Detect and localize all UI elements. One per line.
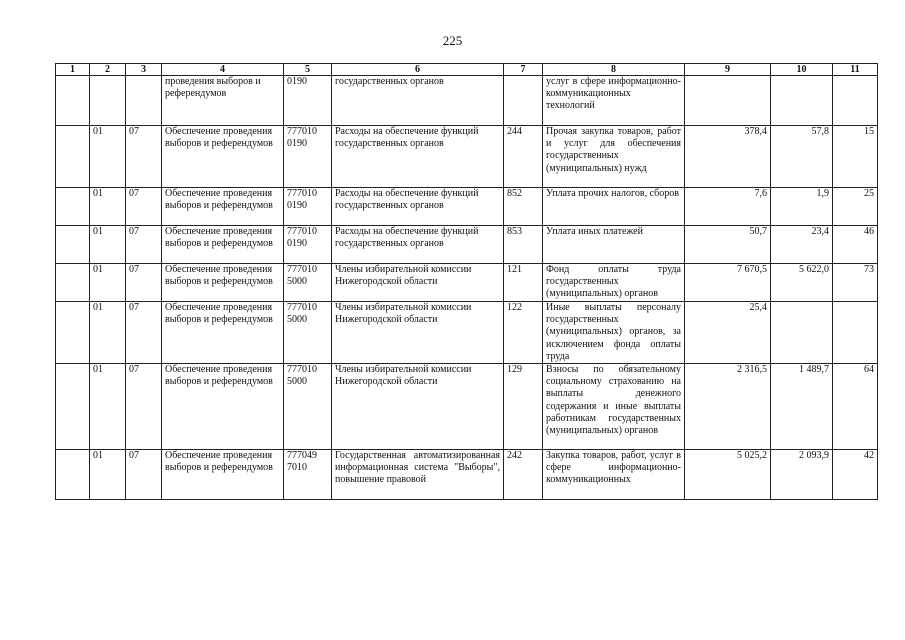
cell-amount: 7,6 <box>685 188 771 226</box>
cell-col1 <box>56 76 90 126</box>
cell-expense-code: 852 <box>504 188 543 226</box>
cell-target-code: 777010 0190 <box>284 188 332 226</box>
cell-description: Обеспечение проведения выборов и референдумов <box>162 264 284 302</box>
cell-section: 01 <box>90 302 126 364</box>
table-row <box>56 364 878 450</box>
cell-expense-code: 244 <box>504 126 543 188</box>
cell-expense-name: услуг в сфере информационно-коммуникационных технологий <box>543 76 685 126</box>
cell-target-code: 777010 5000 <box>284 302 332 364</box>
cell-executed <box>771 302 833 364</box>
cell-description: Обеспечение проведения выборов и референдумов <box>162 226 284 264</box>
cell-executed: 1,9 <box>771 188 833 226</box>
cell-target-code: 777010 5000 <box>284 264 332 302</box>
cell-target-name: государственных органов <box>332 76 504 126</box>
cell-executed: 2 093,9 <box>771 450 833 500</box>
cell-percent: 64 <box>833 364 878 450</box>
cell-executed: 23,4 <box>771 226 833 264</box>
cell-percent: 15 <box>833 126 878 188</box>
cell-expense-name: Прочая закупка товаров, работ и услуг для обеспечения государственных (муниципальных) нужд <box>543 126 685 188</box>
cell-expense-name: Уплата иных платежей <box>543 226 685 264</box>
cell-executed: 5 622,0 <box>771 264 833 302</box>
cell-amount: 378,4 <box>685 126 771 188</box>
header-cell: 10 <box>771 64 833 76</box>
cell-description: проведения выборов и референдумов <box>162 76 284 126</box>
cell-description: Обеспечение проведения выборов и референдумов <box>162 302 284 364</box>
cell-target-name: Расходы на обеспечение функций государственных органов <box>332 226 504 264</box>
cell-target-name: Члены избирательной комиссии Нижегородской области <box>332 302 504 364</box>
table-row <box>56 76 878 126</box>
cell-section: 01 <box>90 450 126 500</box>
cell-col1 <box>56 226 90 264</box>
cell-target-name: Государственная автоматизированная информационная система "Выборы", повышение правовой <box>332 450 504 500</box>
table-row <box>56 450 878 500</box>
cell-executed: 57,8 <box>771 126 833 188</box>
cell-target-code: 777010 0190 <box>284 126 332 188</box>
cell-col1 <box>56 188 90 226</box>
cell-section: 01 <box>90 226 126 264</box>
cell-description: Обеспечение проведения выборов и референдумов <box>162 126 284 188</box>
cell-percent <box>833 302 878 364</box>
cell-expense-code: 242 <box>504 450 543 500</box>
header-cell: 11 <box>833 64 878 76</box>
cell-expense-code: 121 <box>504 264 543 302</box>
cell-section: 01 <box>90 126 126 188</box>
cell-amount: 25,4 <box>685 302 771 364</box>
cell-expense-code: 122 <box>504 302 543 364</box>
cell-subsection: 07 <box>126 450 162 500</box>
cell-description: Обеспечение проведения выборов и референдумов <box>162 364 284 450</box>
header-cell: 1 <box>56 64 90 76</box>
cell-section: 01 <box>90 188 126 226</box>
header-cell: 9 <box>685 64 771 76</box>
cell-amount: 50,7 <box>685 226 771 264</box>
table-row <box>56 264 878 302</box>
cell-target-name: Члены избирательной комиссии Нижегородской области <box>332 264 504 302</box>
cell-section: 01 <box>90 264 126 302</box>
cell-expense-name: Взносы по обязательному социальному страхованию на выплаты денежного содержания и иные выплаты работникам государственных (муниципальных) органов <box>543 364 685 450</box>
cell-description: Обеспечение проведения выборов и референдумов <box>162 450 284 500</box>
cell-amount: 2 316,5 <box>685 364 771 450</box>
cell-subsection: 07 <box>126 264 162 302</box>
cell-expense-name: Уплата прочих налогов, сборов <box>543 188 685 226</box>
cell-section: 01 <box>90 364 126 450</box>
cell-target-code: 777010 0190 <box>284 226 332 264</box>
table-row <box>56 188 878 226</box>
cell-percent: 46 <box>833 226 878 264</box>
header-cell: 4 <box>162 64 284 76</box>
cell-expense-name: Фонд оплаты труда государственных (муниципальных) органов <box>543 264 685 302</box>
cell-col1 <box>56 126 90 188</box>
cell-percent: 73 <box>833 264 878 302</box>
cell-subsection: 07 <box>126 226 162 264</box>
cell-subsection: 07 <box>126 302 162 364</box>
cell-amount: 5 025,2 <box>685 450 771 500</box>
cell-subsection <box>126 76 162 126</box>
cell-target-code: 0190 <box>284 76 332 126</box>
header-cell: 5 <box>284 64 332 76</box>
cell-expense-code: 129 <box>504 364 543 450</box>
cell-col1 <box>56 302 90 364</box>
header-cell: 3 <box>126 64 162 76</box>
cell-section <box>90 76 126 126</box>
cell-executed: 1 489,7 <box>771 364 833 450</box>
cell-col1 <box>56 264 90 302</box>
cell-subsection: 07 <box>126 188 162 226</box>
cell-subsection: 07 <box>126 126 162 188</box>
cell-col1 <box>56 364 90 450</box>
cell-percent <box>833 76 878 126</box>
header-cell: 2 <box>90 64 126 76</box>
header-cell: 8 <box>543 64 685 76</box>
cell-expense-name: Закупка товаров, работ, услуг в сфере информационно-коммуникационных <box>543 450 685 500</box>
table-row <box>56 226 878 264</box>
table-row <box>56 126 878 188</box>
cell-amount <box>685 76 771 126</box>
cell-target-name: Расходы на обеспечение функций государственных органов <box>332 126 504 188</box>
cell-percent: 25 <box>833 188 878 226</box>
header-cell: 6 <box>332 64 504 76</box>
table-row <box>56 302 878 364</box>
header-cell: 7 <box>504 64 543 76</box>
cell-target-code: 777010 5000 <box>284 364 332 450</box>
cell-amount: 7 670,5 <box>685 264 771 302</box>
cell-target-code: 777049 7010 <box>284 450 332 500</box>
cell-target-name: Члены избирательной комиссии Нижегородской области <box>332 364 504 450</box>
cell-target-name: Расходы на обеспечение функций государственных органов <box>332 188 504 226</box>
cell-subsection: 07 <box>126 364 162 450</box>
page-number: 225 <box>442 33 463 48</box>
header-row <box>56 64 878 76</box>
budget-table <box>55 63 878 500</box>
cell-description: Обеспечение проведения выборов и референдумов <box>162 188 284 226</box>
cell-expense-code <box>504 76 543 126</box>
cell-col1 <box>56 450 90 500</box>
cell-executed <box>771 76 833 126</box>
cell-expense-code: 853 <box>504 226 543 264</box>
cell-percent: 42 <box>833 450 878 500</box>
cell-expense-name: Иные выплаты персоналу государственных (муниципальных) органов, за исключением фонда оплаты труда <box>543 302 685 364</box>
